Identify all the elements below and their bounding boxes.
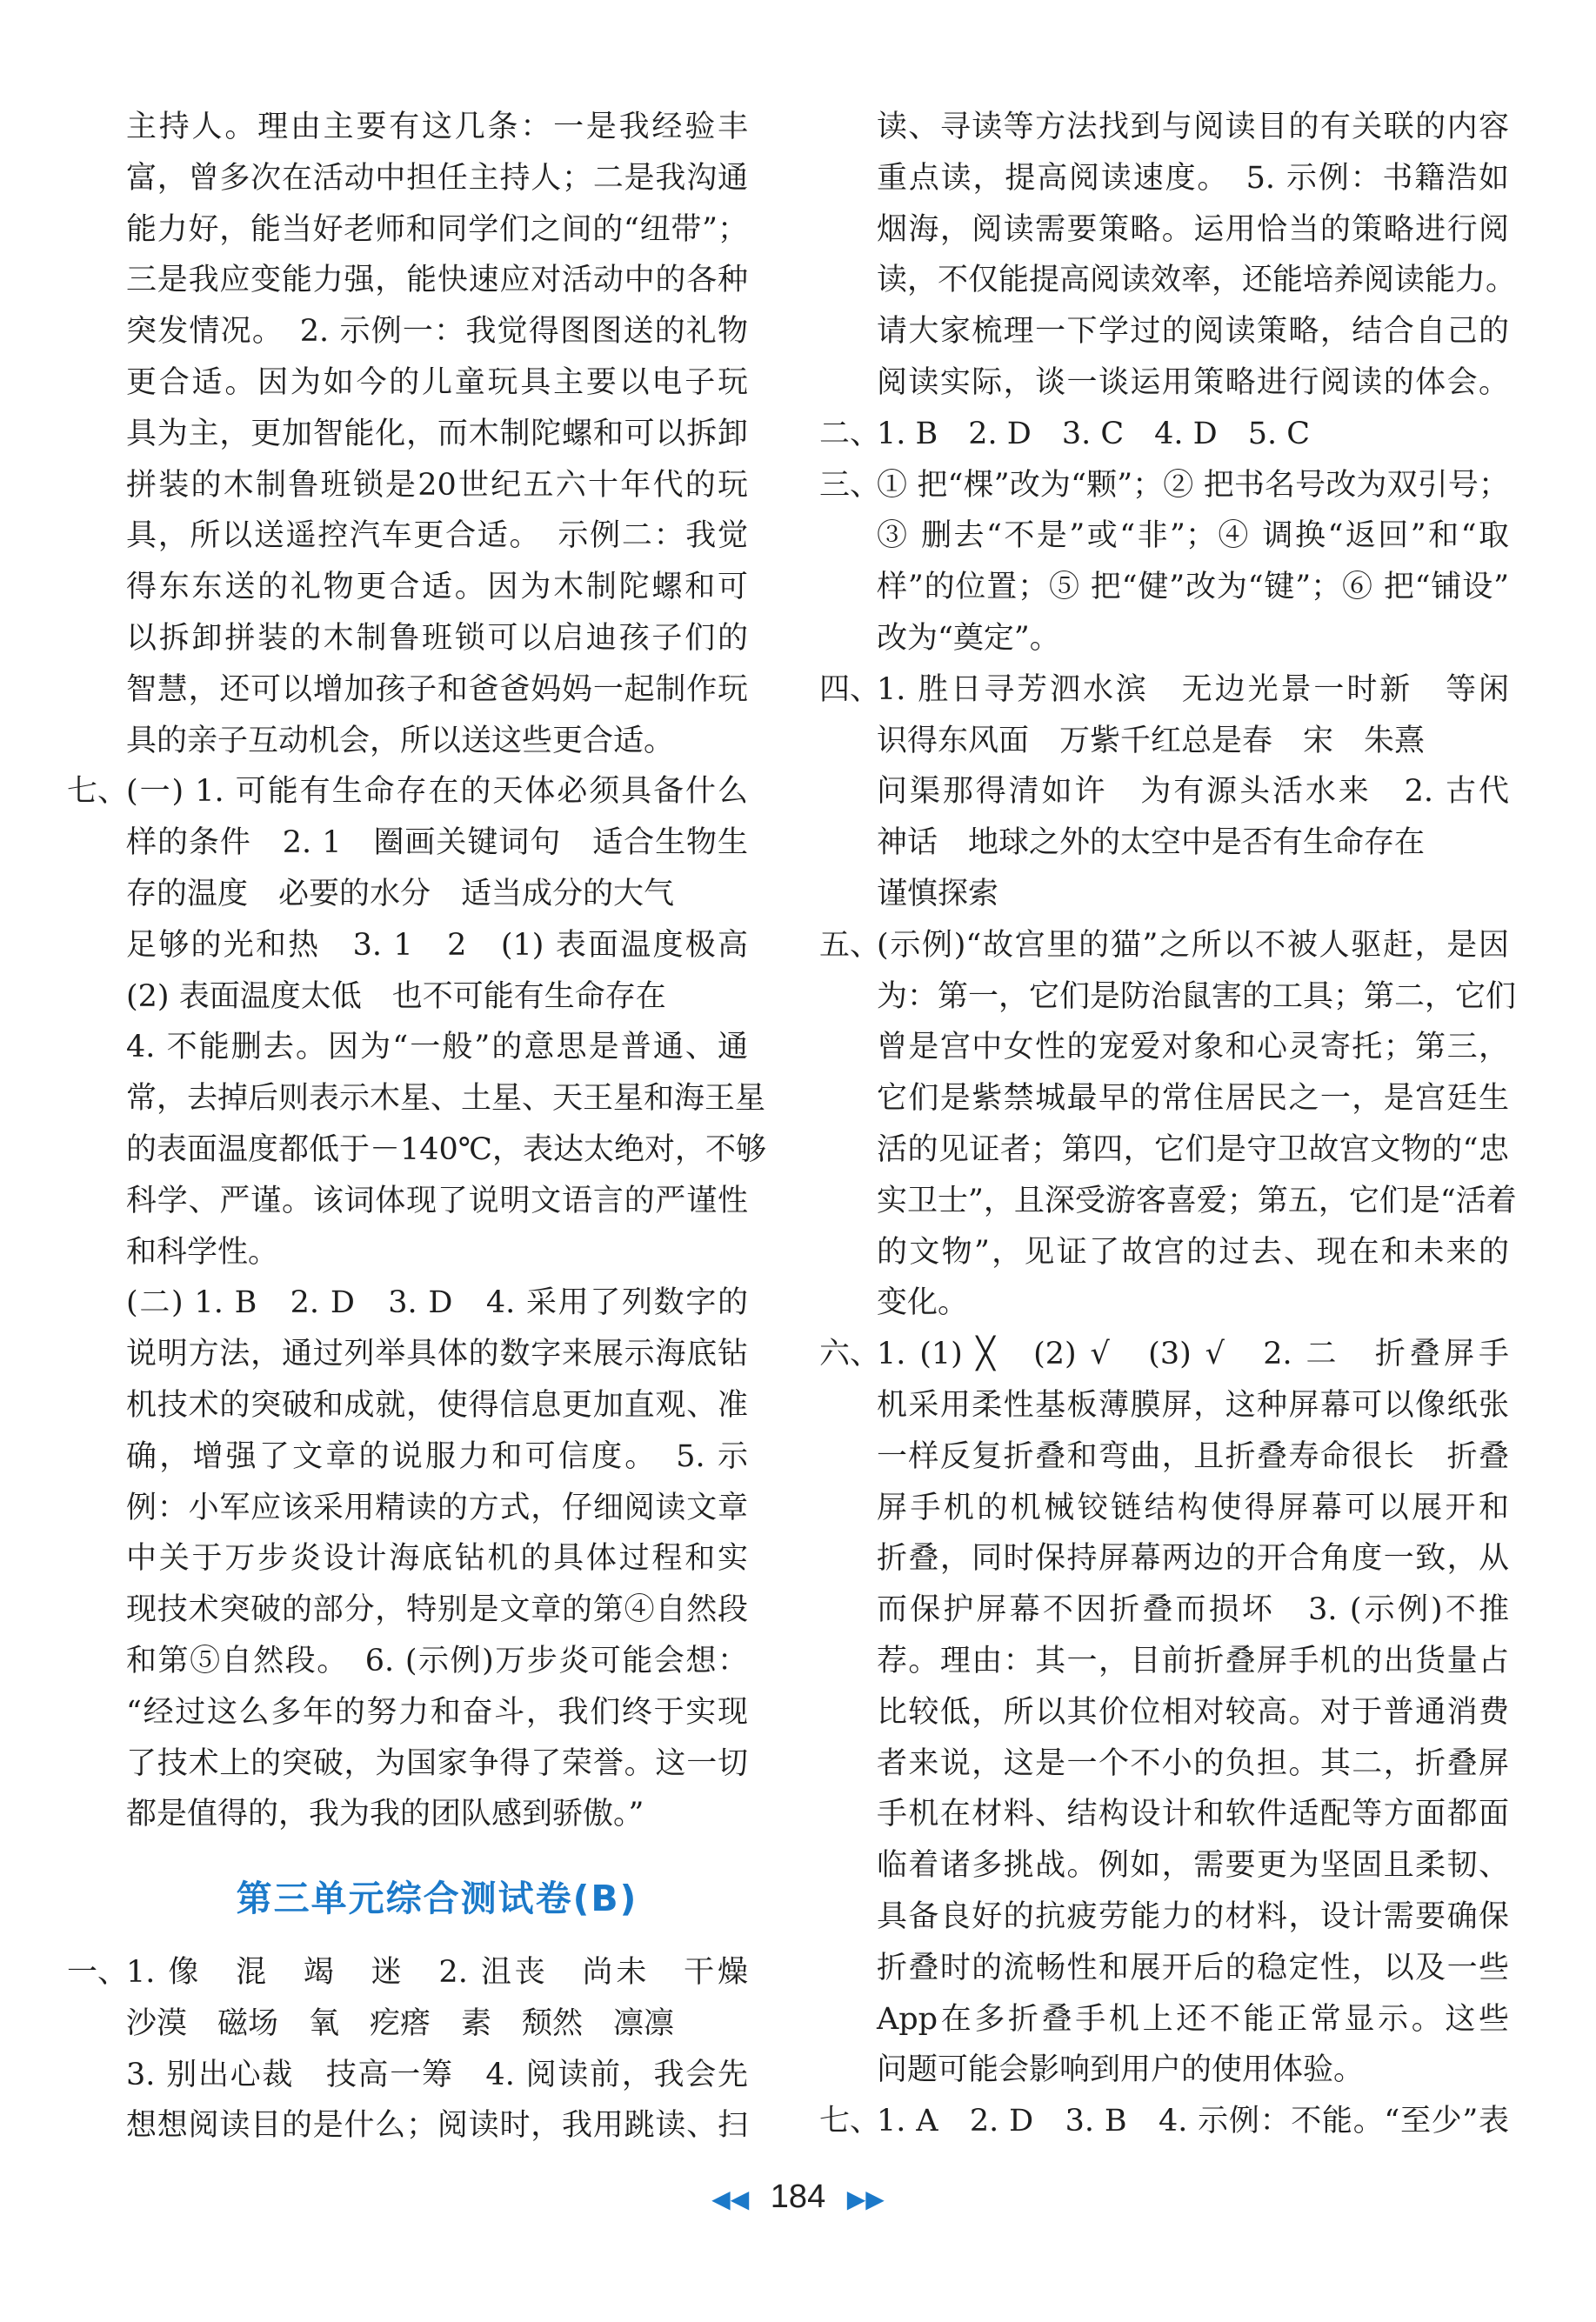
answer-line bbox=[877, 1127, 1509, 1172]
answer-line bbox=[126, 360, 748, 405]
answer-text: 阅读实际，谈一谈运用策略进行阅读的体会。 bbox=[877, 365, 1509, 400]
answer-line bbox=[126, 2103, 748, 2148]
answer-text: 具备良好的抗疲劳能力的材料，设计需要确保 bbox=[877, 1899, 1509, 1934]
answer-line bbox=[126, 207, 748, 252]
answer-line bbox=[877, 974, 1517, 1019]
answer-text: 比较低，所以其价位相对较高。对于普通消费 bbox=[877, 1694, 1509, 1730]
answer-text: App在多折叠手机上还不能正常显示。这些 bbox=[877, 2001, 1509, 2037]
answer-text: 沙漠 磁场 氧 疙瘩 素 颓然 凛凛 bbox=[126, 2005, 675, 2041]
answer-text: 都是值得的，我为我的团队感到骄傲。” bbox=[126, 1797, 644, 1832]
answer-line bbox=[126, 1178, 748, 1224]
answer-text: 例：小军应该采用精读的方式，仔细阅读文章 bbox=[126, 1490, 748, 1525]
answer-line bbox=[126, 2052, 748, 2098]
answer-line bbox=[126, 1536, 748, 1581]
answer-text: 能力好，能当好老师和同学们之间的“纽带”； bbox=[126, 211, 748, 247]
answer-text: 样的条件 2. 1 圈画关键词句 适合生物生 bbox=[126, 825, 748, 861]
answer-line bbox=[877, 820, 1509, 865]
answer-text: ③ 删去“不是”或“非”；④ 调换“返回”和“取 bbox=[877, 518, 1509, 554]
answer-text: 识得东风面 万紫千红总是春 宋 朱熹 bbox=[877, 723, 1426, 758]
answer-line bbox=[877, 1383, 1509, 1428]
answer-line bbox=[877, 1024, 1509, 1070]
answer-text: 具为主，更加智能化，而木制陀螺和可以拆卸 bbox=[126, 416, 748, 451]
answer-text: 荐。理由：其一，目前折叠屏手机的出货量占 bbox=[877, 1644, 1509, 1678]
answer-line bbox=[877, 616, 1509, 661]
answer-line bbox=[877, 1638, 1509, 1684]
answer-text: (2) 表面温度太低 也不可能有生命存在 bbox=[126, 978, 666, 1014]
answer-line bbox=[126, 718, 748, 764]
answer-line bbox=[877, 1945, 1509, 1991]
answer-text: 实卫士”，且深受游客喜爱；第五，它们是“活着 bbox=[877, 1183, 1517, 1218]
answer-text: 它们是紫禁城最早的常住居民之一，是宫廷生 bbox=[877, 1081, 1509, 1117]
answer-line bbox=[126, 1383, 748, 1428]
answer-line bbox=[819, 1331, 1509, 1377]
answer-line bbox=[126, 1587, 748, 1632]
answer-text: 更合适。因为如今的儿童玩具主要以电子玩 bbox=[126, 365, 748, 400]
answer-line bbox=[126, 104, 748, 150]
answer-line bbox=[877, 1178, 1517, 1224]
answer-line bbox=[126, 411, 748, 457]
answer-line bbox=[126, 871, 748, 917]
answer-text: 具，所以送遥控汽车更合适。 示例二：我觉 bbox=[126, 518, 748, 554]
answer-text: 确，增强了文章的说服力和可信度。 5. 示 bbox=[126, 1438, 748, 1474]
answer-line bbox=[67, 1950, 748, 1995]
answer-text: 现技术突破的部分，特别是文章的第④自然段 bbox=[126, 1592, 748, 1628]
answer-line bbox=[877, 564, 1509, 610]
answer-text: 说明方法，通过列举具体的数字来展示海底钻 bbox=[126, 1337, 748, 1372]
answer-text: 而保护屏幕不因折叠而损坏 3. (示例)不推 bbox=[877, 1592, 1509, 1628]
answer-text: 4. 不能删去。因为“一般”的意思是普通、通 bbox=[126, 1030, 748, 1065]
answer-line bbox=[126, 1792, 748, 1837]
answer-line bbox=[126, 1076, 766, 1121]
page-number: 184 bbox=[770, 2179, 826, 2215]
question-number-label: 四、 bbox=[819, 671, 881, 707]
answer-line bbox=[819, 923, 1509, 968]
answer-line bbox=[819, 2098, 1509, 2144]
answer-line bbox=[877, 1792, 1509, 1837]
answer-line bbox=[877, 360, 1509, 405]
answer-text: 智慧，还可以增加孩子和爸爸妈妈一起制作玩 bbox=[126, 671, 748, 707]
answer-text: 1. (1) ╳ (2) √ (3) √ 2. 二 折叠屏手 bbox=[877, 1337, 1509, 1372]
answer-text: 存的温度 必要的水分 适当成分的大气 bbox=[126, 877, 675, 911]
answer-text: “经过这么多年的努力和奋斗，我们终于实现 bbox=[126, 1694, 748, 1730]
answer-line bbox=[126, 463, 748, 508]
answer-text: 突发情况。 2. 示例一：我觉得图图送的礼物 bbox=[126, 314, 748, 350]
answer-line bbox=[126, 1741, 748, 1786]
question-number-label: 三、 bbox=[819, 467, 881, 503]
answer-line bbox=[819, 667, 1509, 712]
answer-text: (一) 1. 可能有生命存在的天体必须具备什么 bbox=[126, 774, 748, 810]
answer-text: 问渠那得清如许 为有源头活水来 2. 古代 bbox=[877, 774, 1509, 810]
answer-line bbox=[877, 1997, 1509, 2042]
answer-text: 拼装的木制鲁班锁是20世纪五六十年代的玩 bbox=[126, 467, 748, 503]
answer-text: 为：第一，它们是防治鼠害的工具；第二，它们 bbox=[877, 978, 1517, 1014]
answer-text: 科学、严谨。该词体现了说明文语言的严谨性 bbox=[126, 1183, 748, 1218]
answer-line bbox=[877, 513, 1509, 558]
section-title: 第三单元综合测试卷(B) bbox=[236, 1878, 638, 1919]
answer-text: (示例)“故宫里的猫”之所以不被人驱赶，是因 bbox=[877, 927, 1509, 963]
answer-text: 和科学性。 bbox=[126, 1234, 279, 1270]
answer-text: 变化。 bbox=[877, 1285, 969, 1321]
answer-text: 折叠，同时保持屏幕两边的开合角度一致，从 bbox=[877, 1541, 1509, 1577]
answer-line bbox=[877, 2047, 1509, 2092]
answer-line bbox=[877, 1894, 1509, 1939]
answer-text: 重点读，提高阅读速度。 5. 示例：书籍浩如 bbox=[877, 160, 1509, 196]
answer-line bbox=[126, 2001, 748, 2046]
answer-text: 机技术的突破和成就，使得信息更加直观、准 bbox=[126, 1388, 748, 1423]
answer-line bbox=[126, 513, 748, 558]
answer-text: 样”的位置；⑤ 把“健”改为“键”；⑥ 把“铺设” bbox=[877, 570, 1509, 605]
answer-line bbox=[126, 923, 748, 968]
answer-line bbox=[126, 1485, 748, 1531]
answer-line bbox=[877, 1230, 1509, 1275]
answer-line bbox=[877, 1741, 1509, 1786]
question-number-label: 六、 bbox=[819, 1337, 881, 1372]
answer-text: 读、寻读等方法找到与阅读目的有关联的内容 bbox=[877, 110, 1509, 144]
question-number-label: 一、 bbox=[67, 1955, 129, 1990]
answer-line bbox=[67, 769, 748, 814]
answer-text: ① 把“棵”改为“颗”；② 把书名号改为双引号； bbox=[877, 467, 1509, 503]
question-number-label: 五、 bbox=[819, 927, 881, 963]
answer-line bbox=[126, 564, 748, 610]
answer-line bbox=[126, 1331, 748, 1377]
answer-line bbox=[126, 667, 748, 712]
answer-text: 者来说，这是一个不小的负担。其二，折叠屏 bbox=[877, 1745, 1509, 1781]
answer-line bbox=[819, 411, 1509, 457]
answer-line bbox=[877, 1587, 1509, 1632]
answer-line bbox=[126, 1127, 766, 1172]
answer-line bbox=[126, 1434, 748, 1479]
answer-text: 足够的光和热 3. 1 2 (1) 表面温度极高 bbox=[126, 927, 748, 963]
question-number-label: 七、 bbox=[67, 774, 129, 810]
answer-line bbox=[877, 1280, 1509, 1325]
answer-text: 富，曾多次在活动中担任主持人；二是我沟通 bbox=[126, 160, 748, 196]
answer-text: (二) 1. B 2. D 3. D 4. 采用了列数字的 bbox=[126, 1285, 748, 1321]
answer-text: 的文物”，见证了故宫的过去、现在和未来的 bbox=[877, 1234, 1509, 1270]
answer-text: 机采用柔性基板薄膜屏，这种屏幕可以像纸张 bbox=[877, 1388, 1509, 1423]
answer-text: 了技术上的突破，为国家争得了荣誉。这一切 bbox=[126, 1745, 748, 1781]
answer-text: 屏手机的机械铰链结构使得屏幕可以展开和 bbox=[877, 1490, 1509, 1525]
answer-text: 1. B 2. D 3. C 4. D 5. C bbox=[877, 416, 1310, 451]
question-number-label: 七、 bbox=[819, 2104, 881, 2139]
answer-line bbox=[877, 1536, 1509, 1581]
answer-text: 得东东送的礼物更合适。因为木制陀螺和可 bbox=[126, 570, 748, 605]
question-number-label: 二、 bbox=[819, 416, 881, 451]
answer-line bbox=[126, 820, 748, 865]
answer-line bbox=[126, 257, 748, 303]
previous-page-icon[interactable]: ◀◀ bbox=[711, 2185, 750, 2212]
answer-text: 曾是宫中女性的宠爱对象和心灵寄托；第三， bbox=[877, 1030, 1509, 1065]
answer-text: 的表面温度都低于－140℃，表达太绝对，不够 bbox=[126, 1132, 766, 1167]
answer-line bbox=[126, 309, 748, 354]
answer-text: 手机在材料、结构设计和软件适配等方面都面 bbox=[877, 1797, 1509, 1832]
answer-line bbox=[877, 156, 1509, 201]
answer-line bbox=[877, 1843, 1509, 1888]
answer-text: 具的亲子互动机会，所以送这些更合适。 bbox=[126, 723, 675, 758]
answer-line bbox=[126, 1230, 748, 1275]
answer-line bbox=[877, 718, 1509, 764]
answer-line bbox=[126, 1690, 748, 1735]
answer-text: 折叠时的流畅性和展开后的稳定性，以及一些 bbox=[877, 1950, 1509, 1985]
answer-line bbox=[877, 1690, 1509, 1735]
answer-text: 和第⑤自然段。 6. (示例)万步炎可能会想： bbox=[126, 1644, 748, 1678]
answer-text: 神话 地球之外的太空中是否有生命存在 bbox=[877, 825, 1426, 861]
answer-text: 主持人。理由主要有这几条：一是我经验丰 bbox=[126, 110, 748, 144]
answer-line bbox=[877, 1485, 1509, 1531]
answer-text: 1. 像 混 竭 迷 2. 沮丧 尚未 干燥 bbox=[126, 1955, 748, 1990]
answer-text: 临着诸多挑战。例如，需要更为坚固且柔韧、 bbox=[877, 1848, 1509, 1884]
answer-text: 想想阅读目的是什么；阅读时，我用跳读、扫 bbox=[126, 2108, 748, 2144]
answer-text: 问题可能会影响到用户的使用体验。 bbox=[877, 2052, 1365, 2088]
answer-text: 读，不仅能提高阅读效率，还能培养阅读能力。 bbox=[877, 263, 1517, 298]
answer-text: 常，去掉后则表示木星、土星、天王星和海王星 bbox=[126, 1081, 766, 1117]
answer-line bbox=[877, 1434, 1509, 1479]
answer-line bbox=[877, 1076, 1509, 1121]
answer-text: 三是我应变能力强，能快速应对活动中的各种 bbox=[126, 263, 748, 298]
answer-text: 改为“奠定”。 bbox=[877, 621, 1060, 656]
answer-text: 谨慎探索 bbox=[877, 877, 999, 911]
answer-line bbox=[126, 974, 748, 1019]
answer-line bbox=[819, 463, 1509, 508]
answer-line bbox=[877, 871, 1509, 917]
answer-line bbox=[126, 156, 748, 201]
answer-line bbox=[877, 104, 1509, 150]
answer-text: 烟海，阅读需要策略。运用恰当的策略进行阅 bbox=[877, 211, 1509, 247]
answer-text: 3. 别出心裁 技高一筹 4. 阅读前，我会先 bbox=[126, 2057, 748, 2092]
answer-line bbox=[877, 309, 1509, 354]
answer-text: 请大家梳理一下学过的阅读策略，结合自己的 bbox=[877, 314, 1509, 350]
answer-text: 1. 胜日寻芳泗水滨 无边光景一时新 等闲 bbox=[877, 671, 1509, 707]
answer-line bbox=[126, 1024, 748, 1070]
page-navigation bbox=[0, 2179, 1596, 2216]
answer-line bbox=[126, 1638, 748, 1684]
answer-line bbox=[877, 769, 1509, 814]
answer-text: 以拆卸拼装的木制鲁班锁可以启迪孩子们的 bbox=[126, 621, 748, 656]
answer-line bbox=[877, 207, 1509, 252]
answer-text: 中关于万步炎设计海底钻机的具体过程和实 bbox=[126, 1541, 748, 1577]
answer-text: 一样反复折叠和弯曲，且折叠寿命很长 折叠 bbox=[877, 1438, 1509, 1474]
answer-line bbox=[126, 1280, 748, 1325]
answer-text: 1. A 2. D 3. B 4. 示例：不能。“至少”表 bbox=[877, 2104, 1509, 2139]
answer-text: 活的见证者；第四，它们是守卫故宫文物的“忠 bbox=[877, 1132, 1509, 1167]
next-page-icon[interactable]: ▶▶ bbox=[846, 2185, 885, 2212]
answer-line bbox=[877, 257, 1517, 303]
answer-line bbox=[126, 616, 748, 661]
